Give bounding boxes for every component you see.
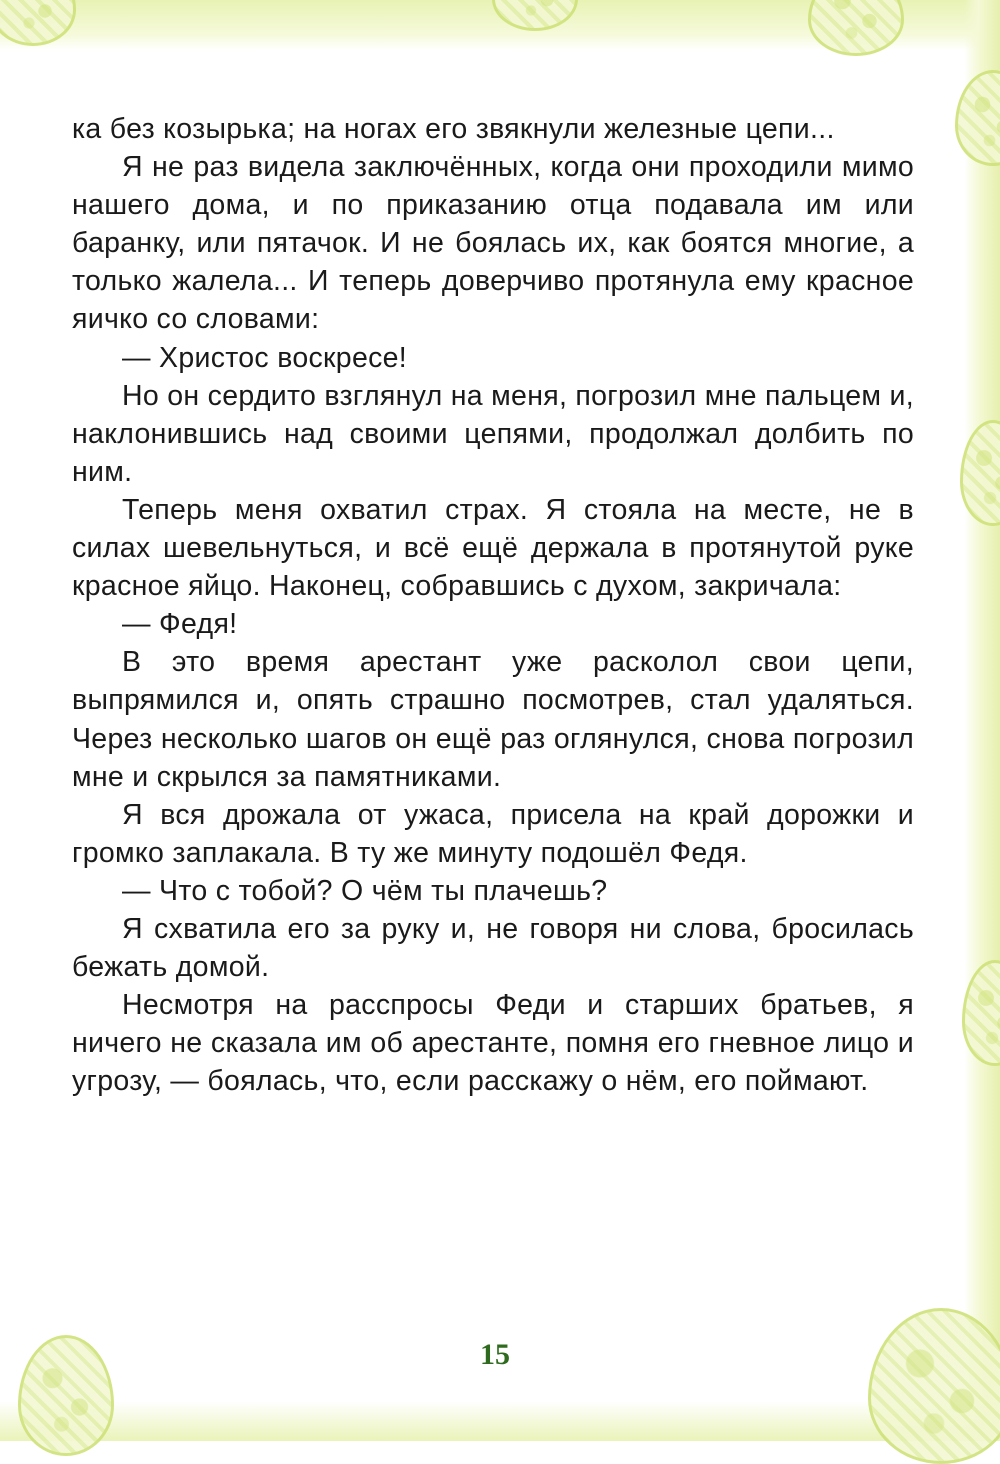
paragraph: Я вся дрожала от ужаса, присела на край дорожки и громко заплакала. В ту же минуту подошёл Федя.: [72, 798, 914, 869]
page-number: 15: [480, 1338, 510, 1371]
easter-egg-ornament-right-upper: [955, 70, 1000, 166]
decorative-frame-right: [964, 0, 1000, 1441]
dialogue-line: — Христос воскресе!: [122, 341, 408, 374]
paragraph: ка без козырька; на ногах его звякнули железные цепи...: [72, 113, 835, 145]
page-text: [72, 110, 914, 1100]
paragraph: В это время арестант уже расколол свои цепи, выпрямился и, опять страшно посмотрев, стал удаляться. Через несколько шагов он ещё раз оглянулся, снова погрозил мне и скрылся за памятниками.: [72, 646, 914, 793]
paragraph: Я не раз видела заключённых, когда они проходили мимо нашего дома, и по приказанию отца подавала им или баранку, или пятачок. И не боялась их, как боятся многие, а только жалела... И теперь доверчиво протянула ему красное яичко со словами:: [72, 151, 914, 336]
paragraph: Теперь меня охватил страх. Я стояла на месте, не в силах шевельнуться, и всё ещё держала в протянутой руке красное яйцо. Наконец, собравшись с духом, закричала:: [72, 493, 914, 603]
paragraph: Но он сердито взглянул на меня, погрозил мне пальцем и, наклонившись над своими цепями, продолжал долбить по ним.: [72, 379, 914, 488]
decorative-frame-bottom: [0, 1401, 1000, 1441]
dialogue-line: — Что с тобой? О чём ты плачешь?: [122, 874, 608, 907]
paragraph: Я схватила его за руку и, не говоря ни слова, бросилась бежать домой.: [72, 912, 914, 984]
dialogue-line: — Федя!: [122, 608, 238, 641]
paragraph: Несмотря на расспросы Феди и старших братьев, я ничего не сказала им об арестанте, помня его гневное лицо и угрозу, — боялась, что, если расскажу о нём, его поймают.: [72, 989, 914, 1098]
